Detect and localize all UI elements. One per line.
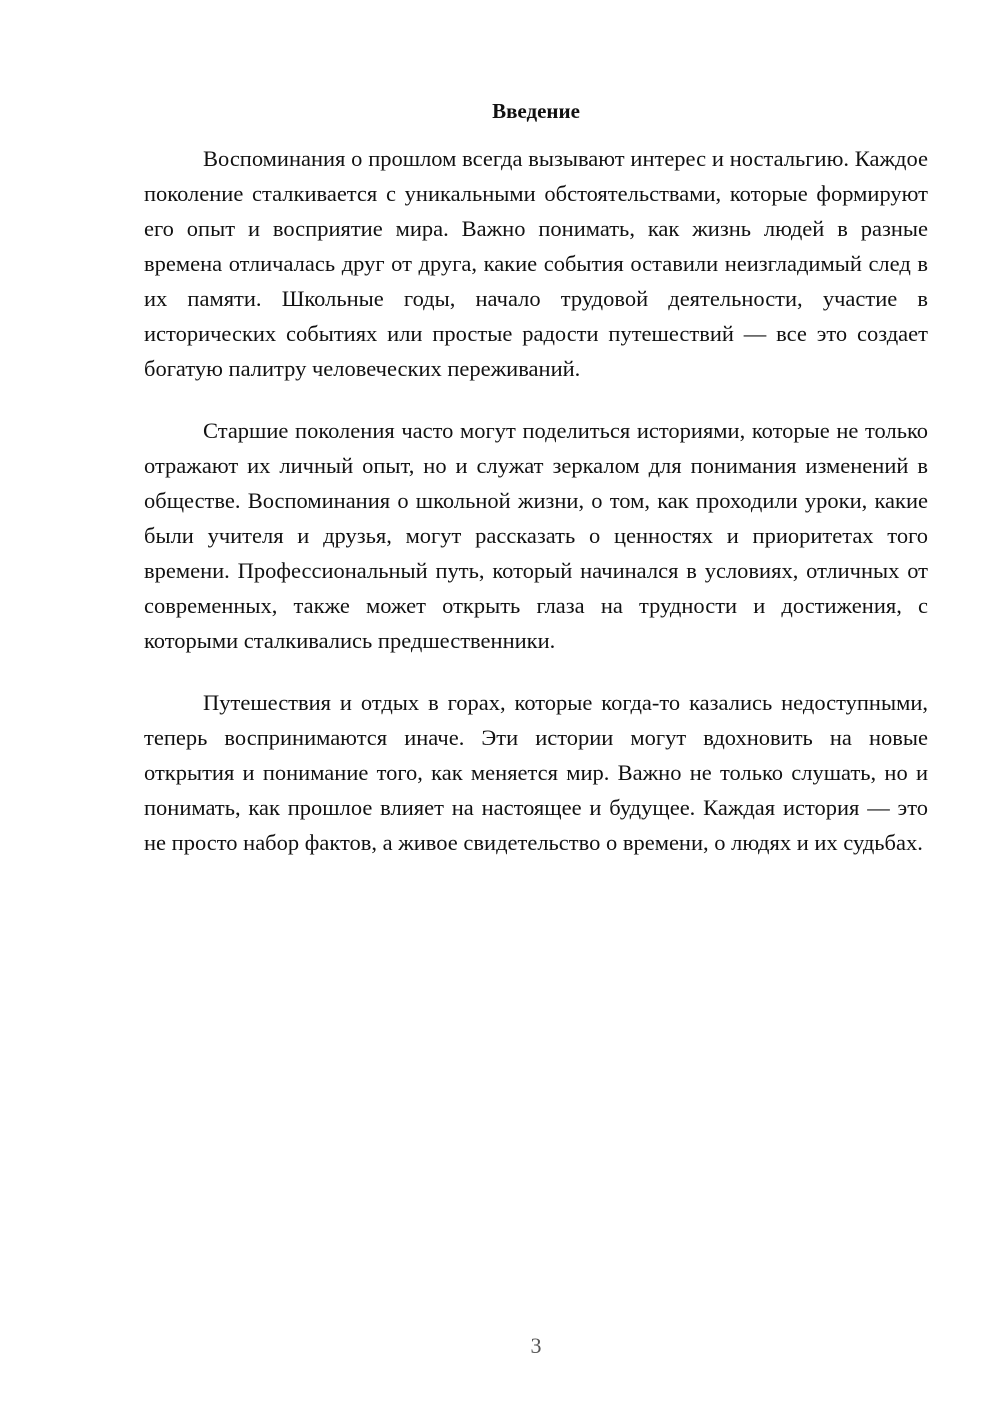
page-number: 3 bbox=[530, 1333, 542, 1358]
paragraph-3: Путешествия и отдых в горах, которые когда-то казались недоступными, теперь воспринимаются иначе. Эти истории могут вдохновить на новые открытия и понимание того, как меняется мир. Важно не только слушать, но и понимать, как прошлое влияет на настоящее и будущее. Каждая история — это не просто набор фактов, а живое свидетельство о времени, о людях и их судьбах. bbox=[144, 690, 928, 855]
paragraph-2: Старшие поколения часто могут поделиться историями, которые не только отражают их личный опыт, но и служат зеркалом для понимания изменений в обществе. Воспоминания о школьной жизни, о том, как проходили уроки, какие были учителя и друзья, могут рассказать о ценностях и приоритетах того времени. Профессиональный путь, который начинался в условиях, отличных от современных, также может открыть глаза на трудности и достижения, с которыми сталкивались предшественники. bbox=[144, 418, 928, 653]
paragraph-1: Воспоминания о прошлом всегда вызывают интерес и ностальгию. Каждое поколение сталкивается с уникальными обстоятельствами, которые формируют его опыт и восприятие мира. Важно понимать, как жизнь людей в разные времена отличалась друг от друга, какие события оставили неизгладимый след в их памяти. Школьные годы, начало трудовой деятельности, участие в исторических событиях или простые радости путешествий — все это создает богатую палитру человеческих переживаний. bbox=[144, 146, 928, 381]
body-text bbox=[144, 141, 928, 887]
page-title: Введение bbox=[492, 99, 580, 123]
